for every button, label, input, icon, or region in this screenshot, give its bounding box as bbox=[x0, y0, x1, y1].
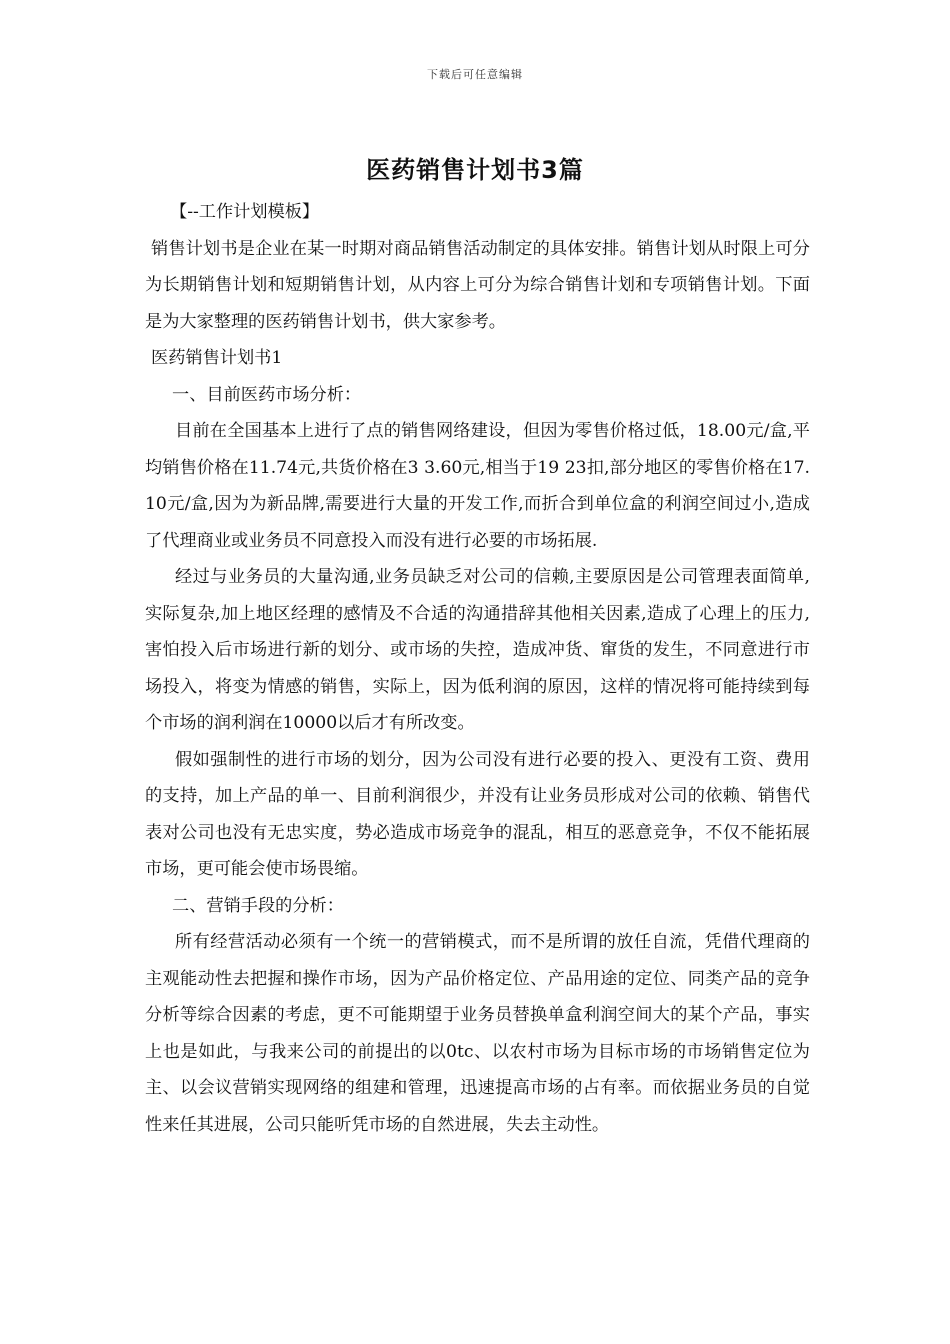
section-title-plan-1: 医药销售计划书1 bbox=[151, 348, 283, 368]
heading-market-analysis: 一、目前医药市场分析： bbox=[172, 384, 362, 405]
paragraph-pricing: 目前在全国基本上进行了点的销售网络建设，但因为零售价格过低，18.00元/盒,平均销售价格在11.74元,共货价格在3 3.60元,相当于19 23扣,部分地区的零售价格在17.10元/盒,因为为新品牌,需要进行大量的开发工作,而折合到单位盒的利润空间过小,造成了代理商业或业务员不同意投入而没有进行必要的市场拓展. bbox=[145, 421, 810, 551]
template-tag: 【--工作计划模板】 bbox=[170, 202, 320, 222]
paragraph-communication: 经过与业务员的大量沟通,业务员缺乏对公司的信赖,主要原因是公司管理表面简单,实际复杂,加上地区经理的感情及不合适的沟通措辞其他相关因素,造成了心理上的压力,害怕投入后市场进行新的划分、或市场的失控，造成冲货、窜货的发生，不同意进行市场投入，将变为情感的销售，实际上，因为低利润的原因，这样的情况将可能持续到每个市场的润利润在10000以后才有所改变。 bbox=[145, 567, 810, 733]
document-body bbox=[145, 194, 810, 1143]
paragraph-marketing-model: 所有经营活动必须有一个统一的营销模式，而不是所谓的放任自流，凭借代理商的主观能动性去把握和操作市场，因为产品价格定位、产品用途的定位、同类产品的竞争分析等综合因素的考虑，更不可能期望于业务员替换单盒利润空间大的某个产品，事实上也是如此，与我来公司的前提出的以0tc、以农村市场为目标市场的市场销售定位为主、以会议营销实现网络的组建和管理，迅速提高市场的占有率。而依据业务员的自觉性来任其进展，公司只能听凭市场的自然进展，失去主动性。 bbox=[145, 932, 810, 1135]
document-title: 医药销售计划书3篇 bbox=[366, 156, 584, 184]
paragraph-market-division: 假如强制性的进行市场的划分，因为公司没有进行必要的投入、更没有工资、费用的支持，加上产品的单一、目前利润很少，并没有让业务员形成对公司的依赖、销售代表对公司也没有无忠实度，势必造成市场竞争的混乱，相互的恶意竞争，不仅不能拓展市场，更可能会使市场畏缩。 bbox=[145, 749, 810, 879]
intro-paragraph: 销售计划书是企业在某一时期对商品销售活动制定的具体安排。销售计划从时限上可分为长期销售计划和短期销售计划，从内容上可分为综合销售计划和专项销售计划。下面是为大家整理的医药销售计划书，供大家参考。 bbox=[145, 238, 810, 332]
heading-marketing-analysis: 二、营销手段的分析： bbox=[172, 895, 344, 916]
header-note: 下载后可任意编辑 bbox=[427, 68, 523, 81]
